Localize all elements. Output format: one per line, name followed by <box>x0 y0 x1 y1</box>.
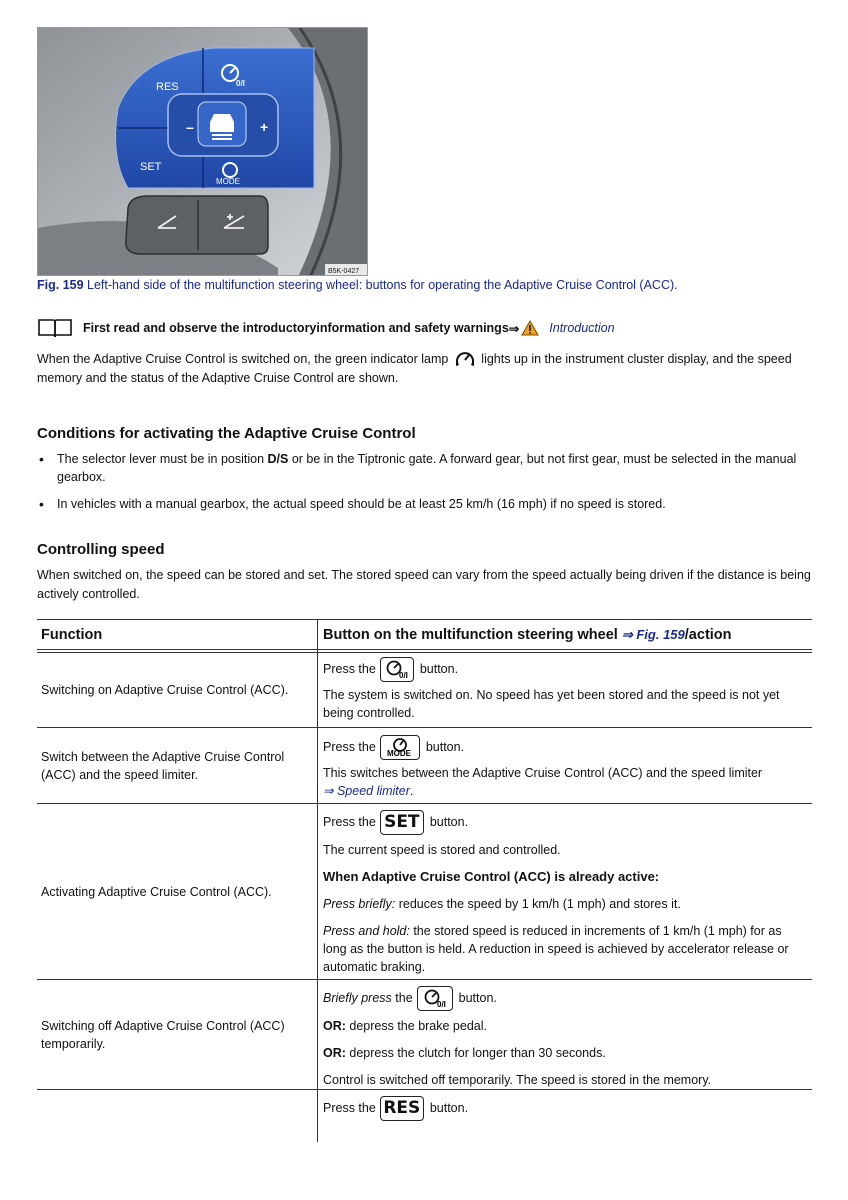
figure-caption <box>37 278 817 292</box>
res-label: RES <box>156 81 179 93</box>
acc-on-off-button-icon <box>417 986 453 1011</box>
mode-label: MODE <box>216 177 240 186</box>
introduction-link[interactable]: Introduction <box>549 321 615 335</box>
action-cell <box>323 734 808 809</box>
conditions-list <box>37 450 812 522</box>
header-function: Function <box>41 627 103 643</box>
para-before: When the Adaptive Cruise Control is switched on, the green indicator lamp <box>37 352 449 366</box>
bullet-text: or be in the Tiptronic gate. A forward gear, but not first gear, must be selected in the manual gearbox. <box>57 452 797 484</box>
book-icon <box>37 317 73 339</box>
press-line <box>323 1095 808 1121</box>
caption-label: Fig. 159 <box>37 278 84 292</box>
section-title-controlling-speed: Controlling speed <box>37 541 165 558</box>
action-text: The current speed is stored and controlled. <box>323 843 561 857</box>
table-row <box>37 980 812 1090</box>
the-label: the <box>395 991 413 1005</box>
set-label: SET <box>140 161 162 173</box>
header-action: /action <box>684 627 732 643</box>
table-row <box>37 650 812 728</box>
steering-wheel-illustration <box>38 28 368 276</box>
briefly-press-label: Briefly press <box>323 991 392 1005</box>
press-line <box>323 734 808 760</box>
figure-code: B5K-0427 <box>328 268 360 275</box>
controlling-speed-text: When switched on, the speed can be stored and set. The stored speed can vary from the speed actually being driven if the distance is being actively controlled. <box>37 568 811 601</box>
svg-text:0/I: 0/I <box>436 1000 446 1008</box>
function-cell: Switching off Adaptive Cruise Control (ACC) temporarily. <box>41 1019 285 1051</box>
function-cell: Switch between the Adaptive Cruise Control (ACC) and the speed limiter. <box>41 750 285 782</box>
press-briefly-desc: reduces the speed by 1 km/h (1 mph) and stores it. <box>395 897 681 911</box>
function-cell: Switching on Adaptive Cruise Control (ACC). <box>41 683 289 697</box>
table-row <box>37 728 812 804</box>
press-line <box>323 985 808 1011</box>
gear-position: D/S <box>267 452 289 466</box>
list-item <box>37 450 812 486</box>
plus-label: + <box>260 119 269 135</box>
intro-arrow: ⇒ <box>508 321 520 336</box>
action-text <box>323 764 808 800</box>
or-clutch-text <box>323 1044 808 1062</box>
mode-icon-label: MODE <box>386 749 411 757</box>
table-header <box>37 619 812 650</box>
press-hold-text <box>323 922 808 976</box>
or-label: OR: <box>323 1046 346 1060</box>
table-row <box>37 804 812 980</box>
or-label: OR: <box>323 1019 346 1033</box>
action-cell <box>323 656 808 731</box>
press-label: Press the <box>323 662 376 676</box>
or-brake-text <box>323 1017 808 1035</box>
press-hold-desc: the stored speed is reduced in increments of 1 km/h (1 mph) for as long as the button is held. A reduction in speed is achieved by accelerator release or automatic braking. <box>323 924 789 974</box>
set-button-icon: SET <box>380 810 424 835</box>
svg-text:0/I: 0/I <box>236 79 245 88</box>
figure-ref-link[interactable]: ⇒ Fig. 159 <box>621 627 685 642</box>
press-label: Press the <box>323 815 376 829</box>
svg-text:0/I: 0/I <box>398 671 408 679</box>
caption-text: Left-hand side of the multifunction steering wheel: buttons for operating the Adaptive Cruise Control (ACC). <box>83 278 678 292</box>
minus-label: – <box>186 119 194 135</box>
section-title-conditions: Conditions for activating the Adaptive Cruise Control <box>37 425 416 442</box>
button-label: button. <box>429 815 469 829</box>
or-desc: depress the clutch for longer than 30 seconds. <box>345 1046 606 1060</box>
bullet-text: In vehicles with a manual gearbox, the actual speed should be at least 25 km/h (16 mph) if no speed is stored. <box>57 497 666 511</box>
action-cell <box>323 1095 808 1121</box>
press-line <box>323 809 808 835</box>
header-button-text: Button on the multifunction steering wheel <box>323 627 622 643</box>
functions-table <box>37 619 812 1118</box>
button-label: button. <box>429 1101 469 1115</box>
list-item <box>37 495 812 513</box>
intro-notice <box>37 316 615 340</box>
warning-icon <box>521 320 539 336</box>
speed-limiter-link[interactable]: ⇒ Speed limiter <box>323 784 410 798</box>
res-button-icon: RES <box>380 1096 424 1121</box>
function-cell: Activating Adaptive Cruise Control (ACC). <box>41 885 272 899</box>
button-label: button. <box>425 740 465 754</box>
action-text: Control is switched off temporarily. The speed is stored in the memory. <box>323 1073 712 1087</box>
mode-button-icon <box>380 735 420 760</box>
press-label: Press the <box>323 740 376 754</box>
already-active-heading: When Adaptive Cruise Control (ACC) is already active: <box>323 869 660 884</box>
action-cell <box>323 985 808 1098</box>
table-row <box>37 1090 812 1142</box>
action-cell <box>323 809 808 985</box>
cruise-indicator-lamp-icon <box>454 349 476 368</box>
button-label: button. <box>458 991 497 1005</box>
button-label: button. <box>419 662 459 676</box>
intro-text: First read and observe the introductoryinformation and safety warnings <box>83 321 509 335</box>
press-line <box>323 656 808 682</box>
acc-on-off-button-icon <box>380 657 414 682</box>
press-hold-label: Press and hold: <box>323 924 410 938</box>
header-button <box>323 627 732 643</box>
or-desc: depress the brake pedal. <box>345 1019 487 1033</box>
press-briefly-label: Press briefly: <box>323 897 396 911</box>
steering-wheel-figure <box>37 27 368 276</box>
intro-paragraph <box>37 350 812 388</box>
press-briefly-text <box>323 895 808 913</box>
press-label: Press the <box>323 1101 376 1115</box>
bullet-text: The selector lever must be in position <box>57 452 268 466</box>
para-after: lights up in the instrument cluster display, and the speed memory and the status of the Adaptive Cruise Control are shown. <box>37 352 792 385</box>
link-end: . <box>409 784 414 798</box>
action-text: The system is switched on. No speed has yet been stored and the speed is not yet being controlled. <box>323 688 780 720</box>
action-text-main: This switches between the Adaptive Cruise Control (ACC) and the speed limiter <box>323 766 763 780</box>
